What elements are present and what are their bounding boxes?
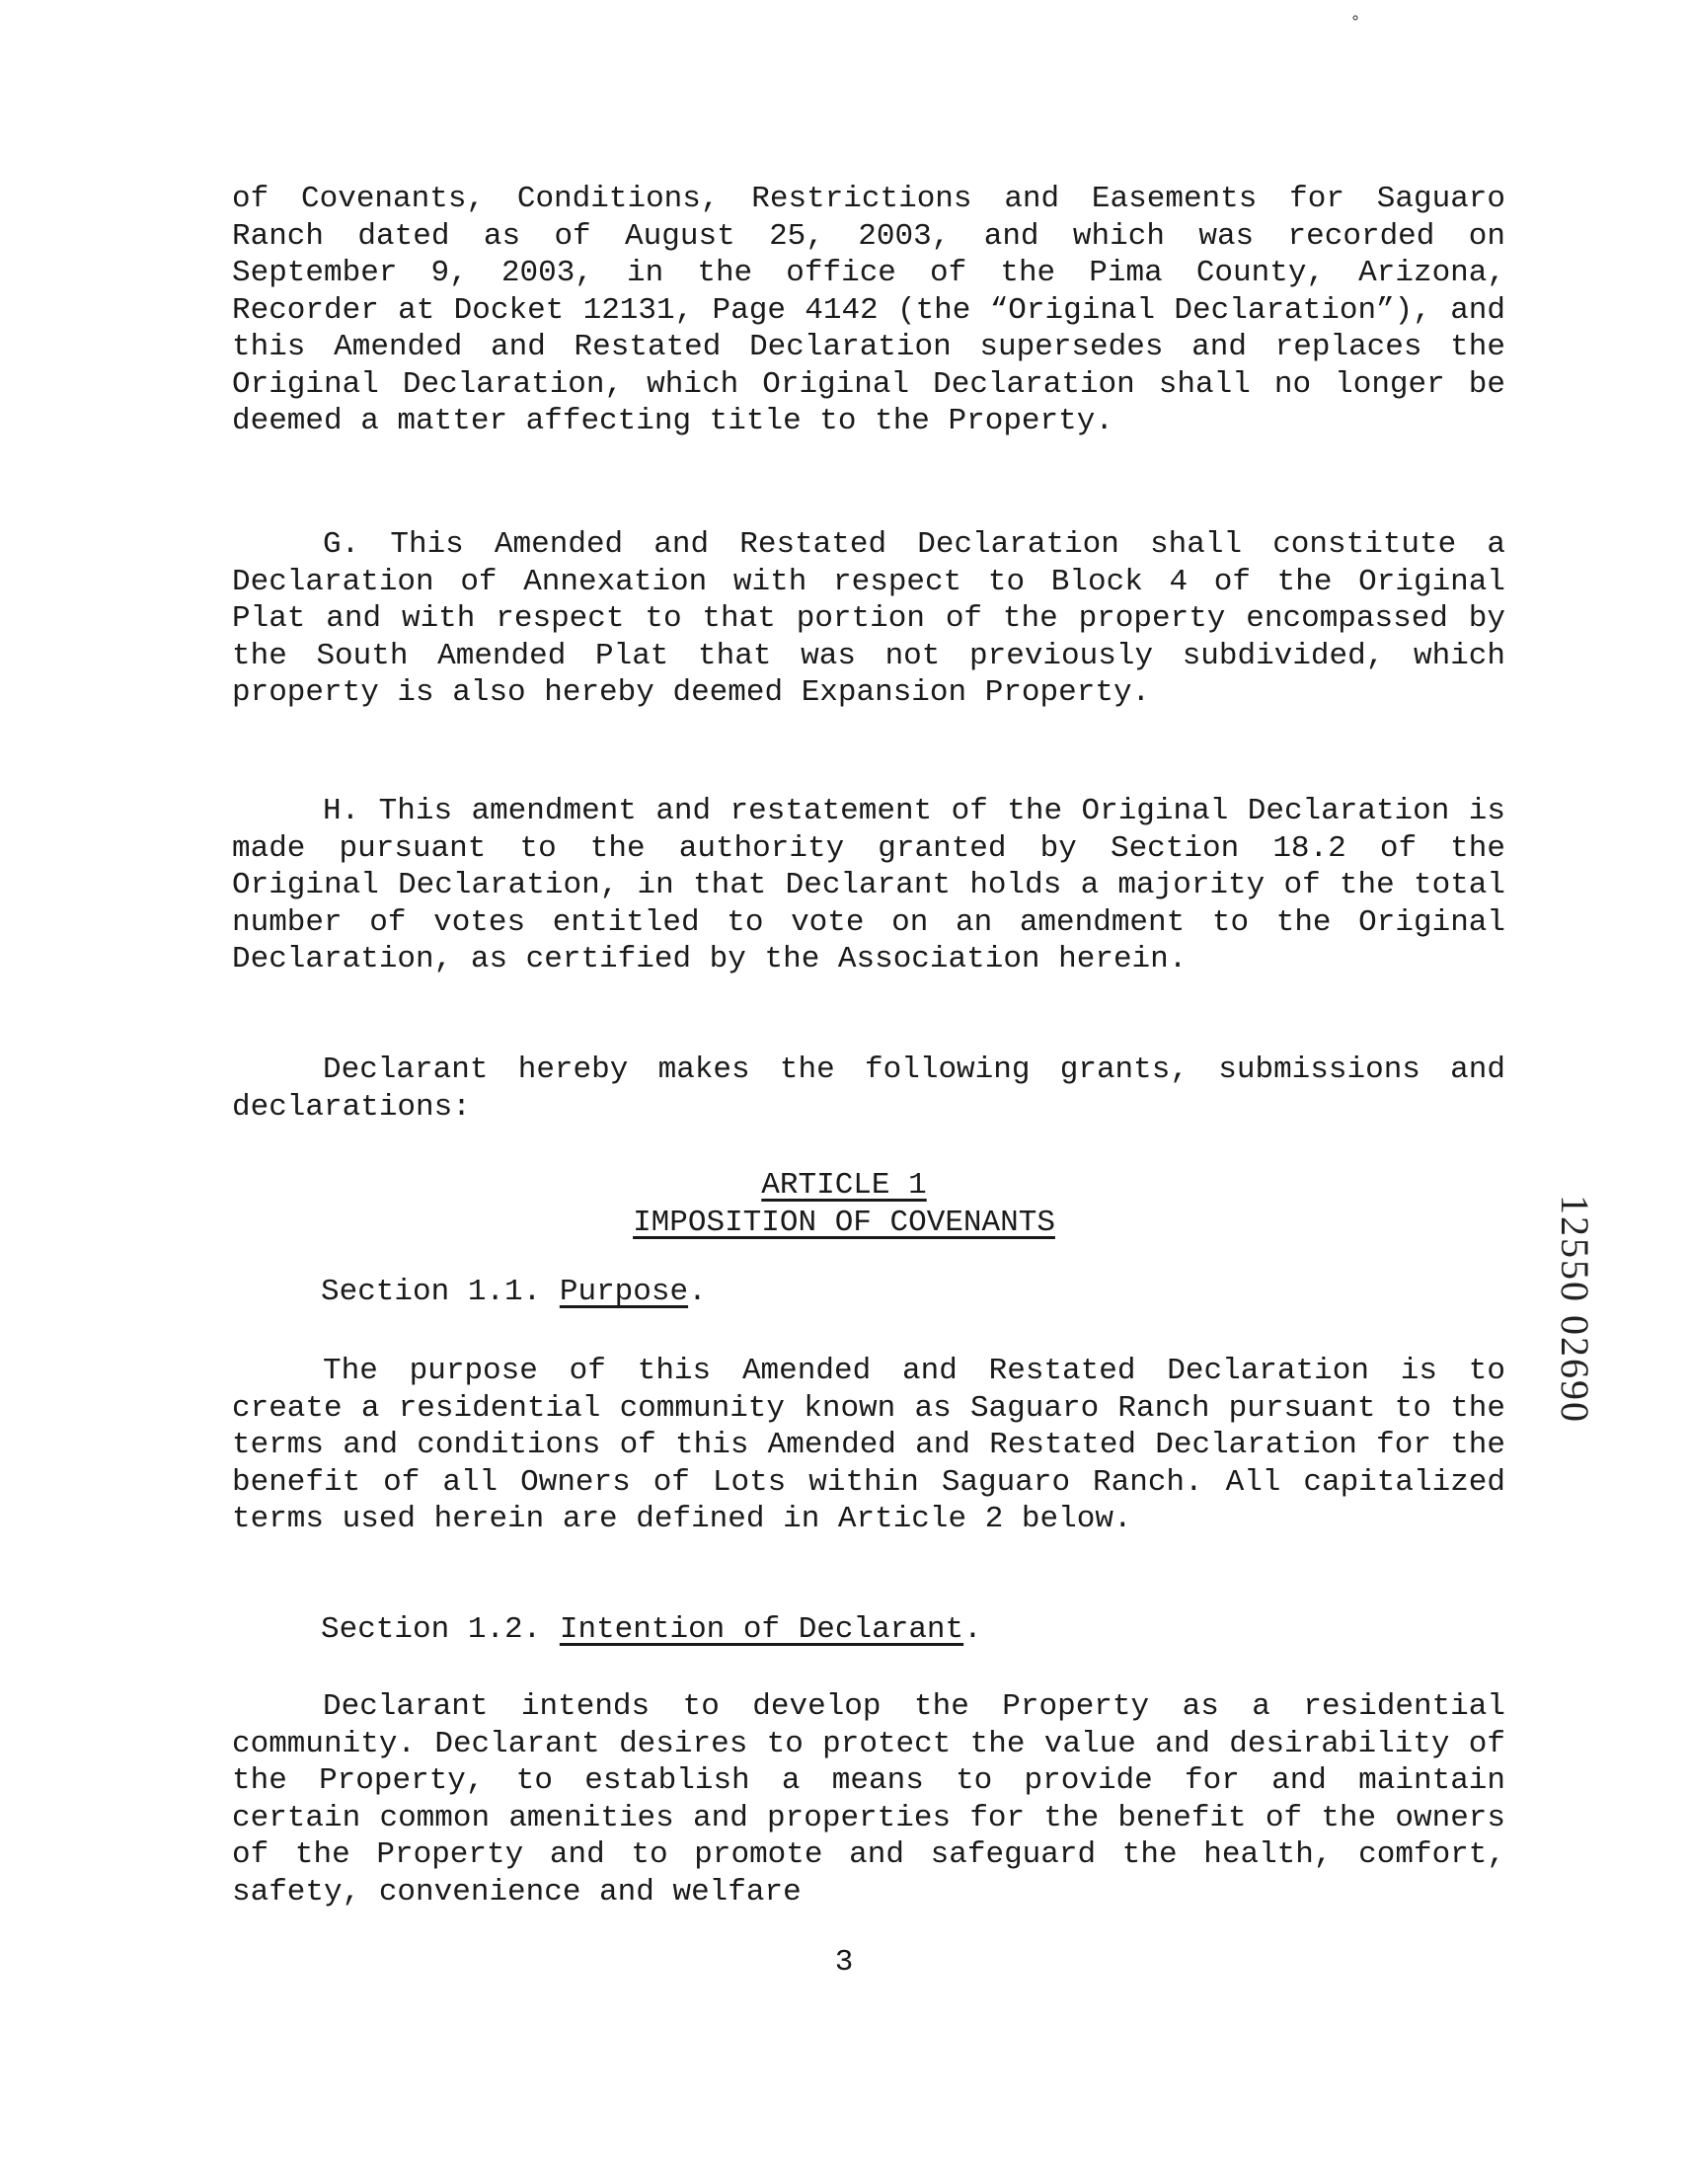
page-number: 3 (834, 1945, 854, 1980)
section-1-1-heading: Section 1.1. Purpose. (321, 1275, 707, 1309)
section-1-2-title: Intention of Declarant (559, 1612, 964, 1647)
paragraph-intention-text: Declarant intends to develop the Property as a residential community. Declarant desires to protect the value and desirability of the Property, to establish a means to provide for and maintain certain common amenities and properties for the benefit of the owners of the Property and to promote and safeguard the health, comfort, safety, convenience and welfare (232, 1689, 1505, 1910)
paragraph-declarant-grants-text: Declarant hereby makes the following grants, submissions and declarations: (232, 1053, 1505, 1125)
paragraph-continuation: of Covenants, Conditions, Restrictions and Easements for Saguaro Ranch dated as of August 25, 2003, and which was recorded on September 9, 2003, in the office of the Pima County, Arizona, Recorder at Docket 12131, Page 4142 (the “Original Declaration”), and this Amended and Restated Declaration supersedes and replaces the Original Declaration, which Original Declaration shall no longer be deemed a matter affecting title to the Property. (232, 182, 1505, 438)
article-title: IMPOSITION OF COVENANTS (633, 1206, 1055, 1240)
paragraph-purpose (232, 1353, 1505, 1538)
docket-side-number: 12550 02690 (1553, 1195, 1597, 1424)
section-1-1-title: Purpose (559, 1275, 689, 1309)
corner-mark: ∘ (1350, 8, 1361, 27)
paragraph-g (232, 526, 1505, 712)
article-number: ARTICLE 1 (761, 1168, 927, 1203)
paragraph-purpose-text: The purpose of this Amended and Restated Declaration is to create a residential community known as Saguaro Ranch pursuant to the terms and conditions of this Amended and Restated Declaration for the benefit of all Owners of Lots within Saguaro Ranch. All capitalized terms used herein are defined in Article 2 below. (232, 1354, 1505, 1536)
paragraph-intention (232, 1688, 1505, 1911)
paragraph-declarant-grants (232, 1052, 1505, 1126)
section-1-2-heading: Section 1.2. Intention of Declarant. (321, 1612, 982, 1647)
paragraph-h-text: H. This amendment and restatement of the Original Declaration is made pursuant to the authority granted by Section 18.2 of the Original Declaration, in that Declarant holds a majority of the total number of votes entitled to vote on an amendment to the Original Declaration, as certified by the Association herein. (232, 794, 1505, 976)
paragraph-h (232, 793, 1505, 978)
paragraph-g-text: G. This Amended and Restated Declaration shall constitute a Declaration of Annexation with respect to Block 4 of the Original Plat and with respect to that portion of the property encompassed by the South Amended Plat that was not previously subdivided, which property is also hereby deemed Expansion Property. (232, 527, 1505, 710)
